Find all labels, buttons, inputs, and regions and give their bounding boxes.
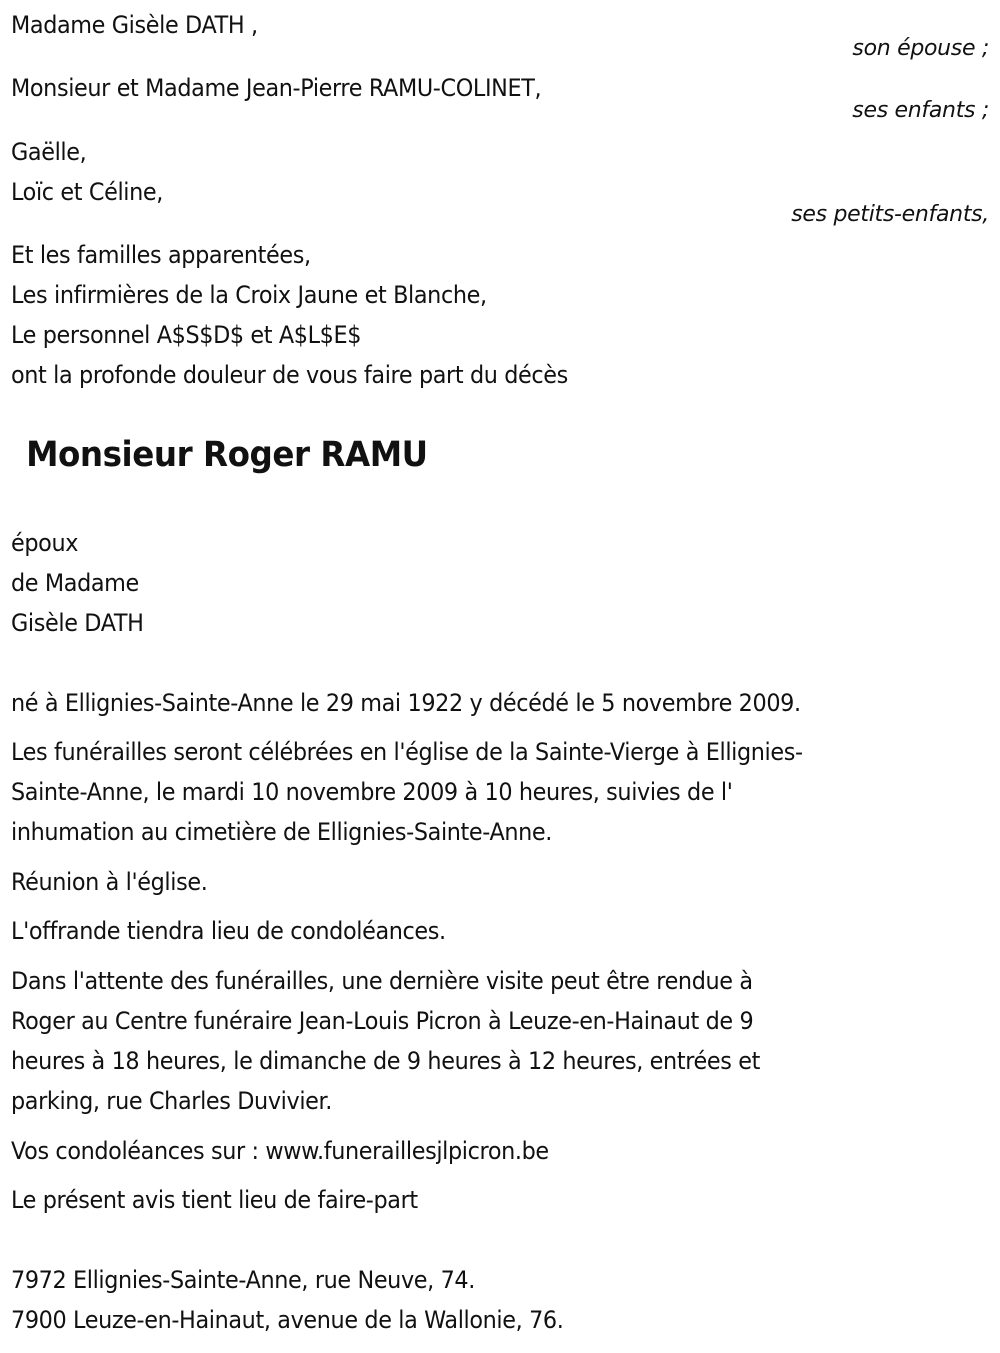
- visit-line: parking, rue Charles Duvivier.: [11, 1087, 332, 1115]
- others-line: Et les familles apparentées,: [11, 241, 311, 269]
- grandchild-name: Gaëlle,: [11, 138, 87, 166]
- offering-line: L'offrande tiendra lieu de condoléances.: [11, 917, 446, 945]
- address-line: 7900 Leuze-en-Hainaut, avenue de la Wallonie, 76.: [11, 1306, 564, 1334]
- birth-death-line: né à Ellignies-Sainte-Anne le 29 mai 1922 y décédé le 5 novembre 2009.: [11, 689, 801, 717]
- funeral-line: Les funérailles seront célébrées en l'église de la Sainte-Vierge à Ellignies-: [11, 738, 803, 766]
- others-line: Les infirmières de la Croix Jaune et Blanche,: [11, 281, 487, 309]
- children-relation: ses enfants ;: [852, 98, 989, 123]
- visit-line: heures à 18 heures, le dimanche de 9 heures à 12 heures, entrées et: [11, 1047, 760, 1075]
- condolences-link-line: Vos condoléances sur : www.funeraillesjlpicron.be: [11, 1137, 549, 1165]
- spouse-of-line: de Madame: [11, 569, 139, 597]
- funeral-line: Sainte-Anne, le mardi 10 novembre 2009 à 10 heures, suivies de l': [11, 778, 733, 806]
- spouse-of-line: époux: [11, 529, 79, 557]
- deceased-name: Monsieur Roger RAMU: [26, 435, 428, 475]
- others-line: Le personnel A$S$D$ et A$L$E$: [11, 321, 362, 349]
- spouse-relation: son épouse ;: [852, 36, 989, 61]
- address-line: 7972 Ellignies-Sainte-Anne, rue Neuve, 74.: [11, 1266, 475, 1294]
- meeting-line: Réunion à l'église.: [11, 868, 208, 896]
- visit-line: Dans l'attente des funérailles, une dernière visite peut être rendue à: [11, 967, 753, 995]
- funeral-line: inhumation au cimetière de Ellignies-Sainte-Anne.: [11, 818, 553, 846]
- spouse-name: Madame Gisèle DATH ,: [11, 11, 258, 39]
- others-line: ont la profonde douleur de vous faire part du décès: [11, 361, 568, 389]
- grandchild-name: Loïc et Céline,: [11, 178, 163, 206]
- notice-line: Le présent avis tient lieu de faire-part: [11, 1186, 418, 1214]
- children-names: Monsieur et Madame Jean-Pierre RAMU-COLINET,: [11, 74, 542, 102]
- visit-line: Roger au Centre funéraire Jean-Louis Picron à Leuze-en-Hainaut de 9: [11, 1007, 754, 1035]
- spouse-of-line: Gisèle DATH: [11, 609, 144, 637]
- grandchildren-relation: ses petits-enfants,: [791, 202, 989, 227]
